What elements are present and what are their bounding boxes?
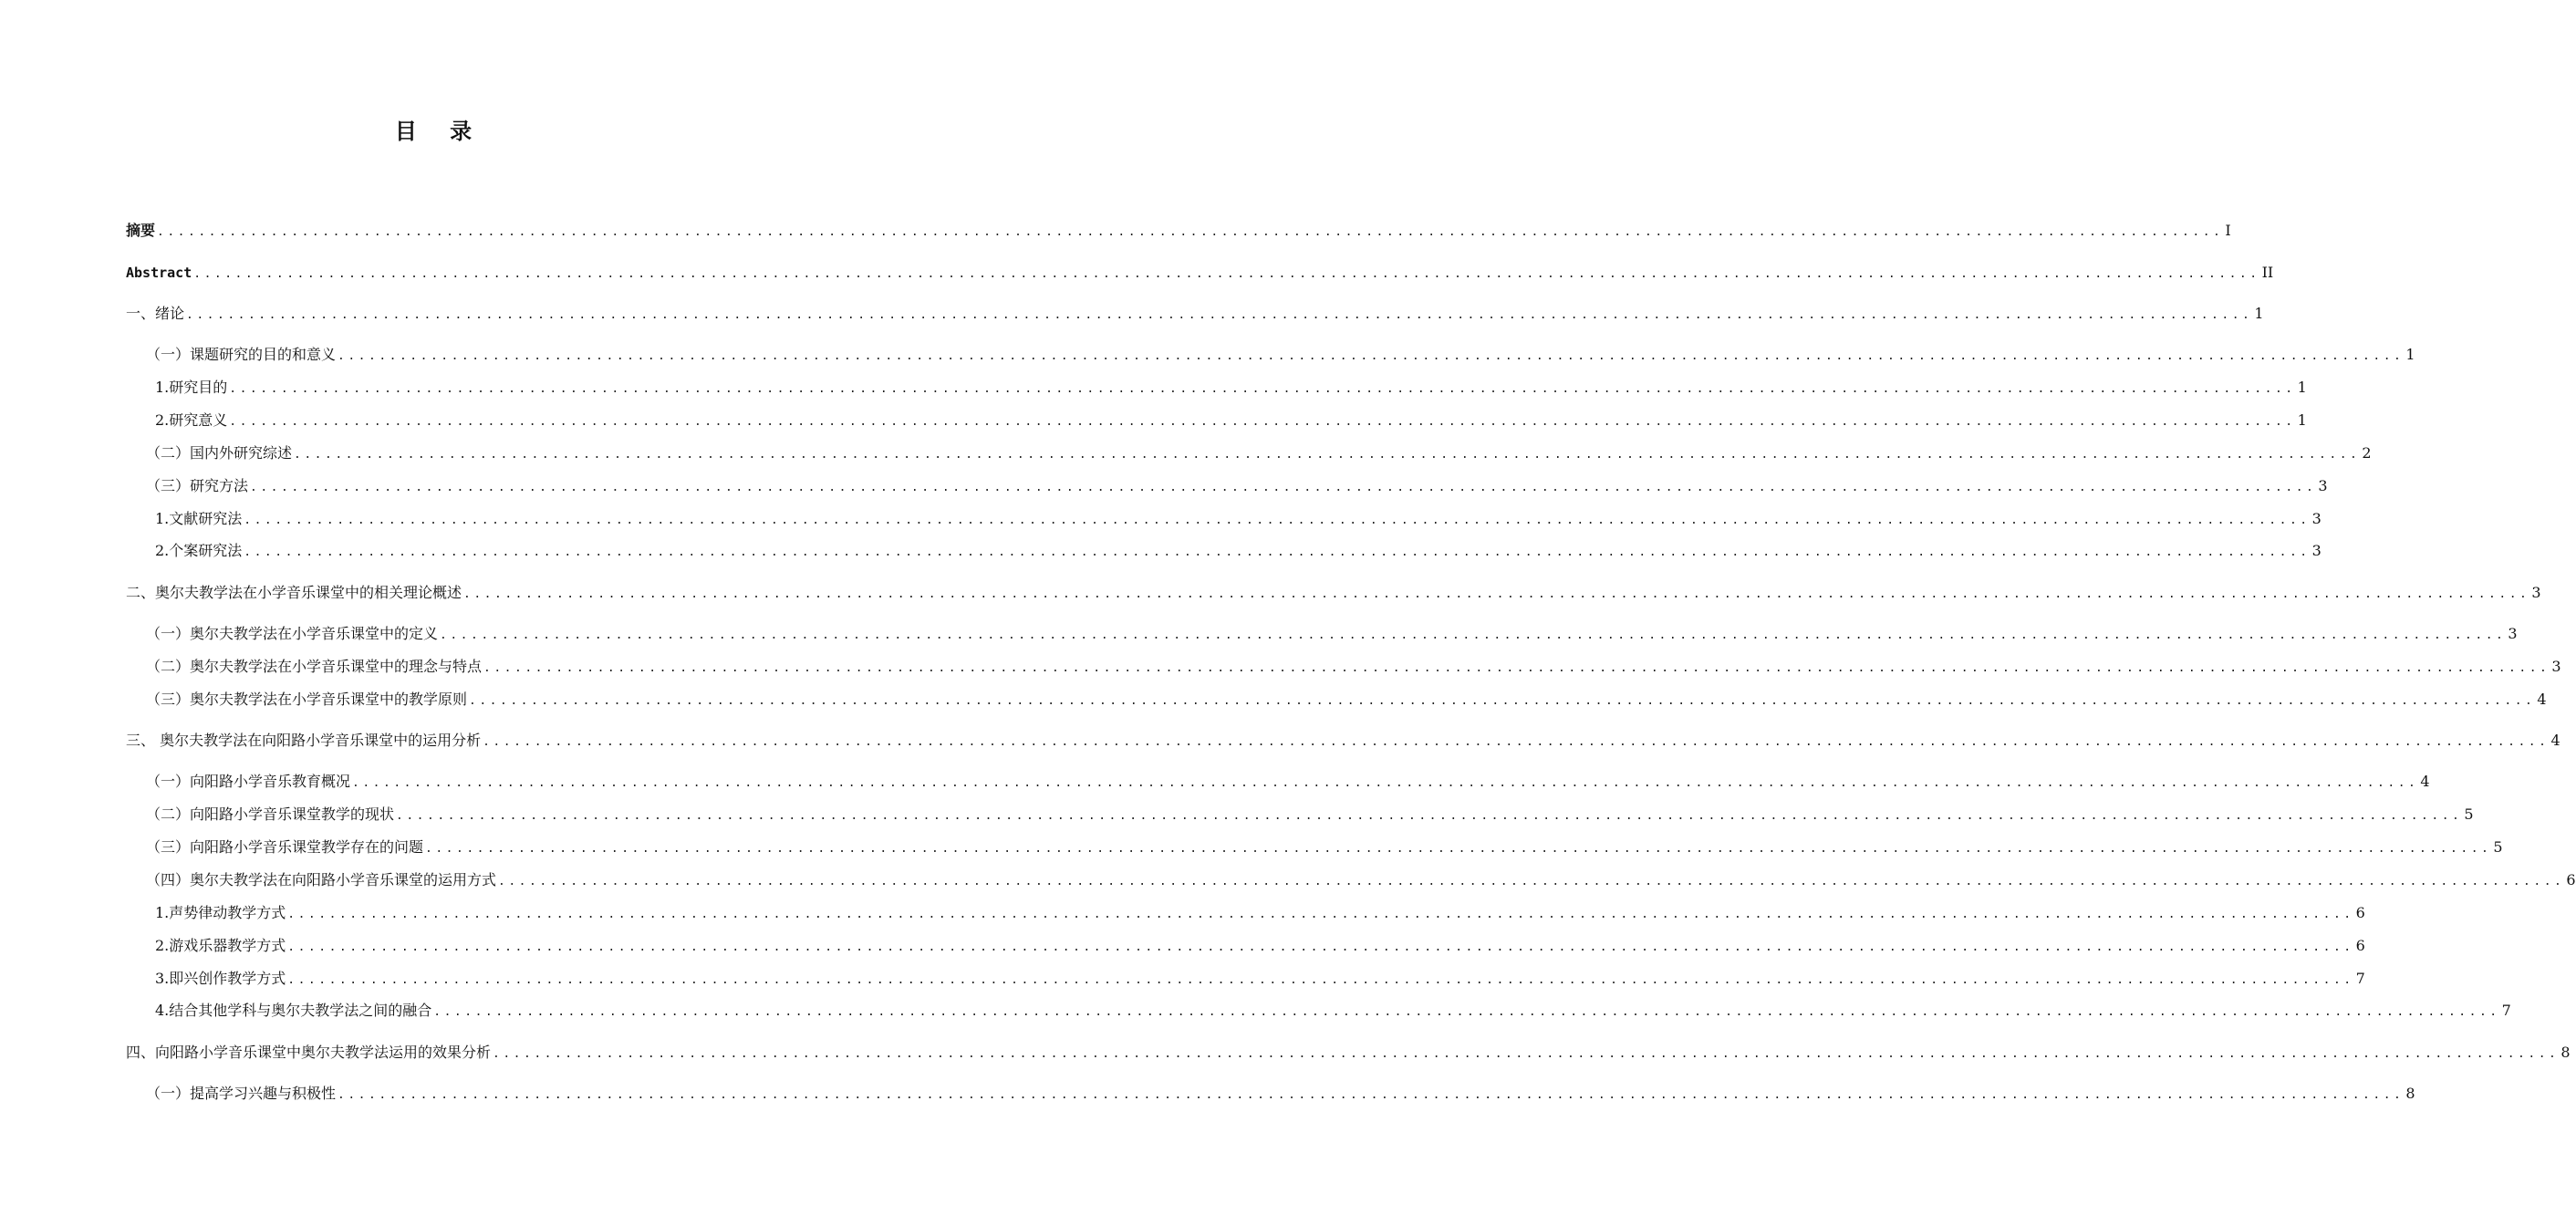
toc-entry-page: 1 [2405,346,2415,363]
toc-entry-page: 3 [2531,584,2541,601]
toc-entry-label: Abstract [126,265,192,281]
toc-entry-label: 4.结合其他学科与奥尔夫教学法之间的融合 [155,1002,432,1019]
toc-entry-section-3-1[interactable] [146,772,2430,794]
toc-entry-subsection-1-3-2[interactable] [155,541,2322,563]
toc-entry-page: I [2225,222,2231,239]
leader-dots: ........................................................................................................................................................................................................ [338,349,2405,363]
leader-dots: ........................................................................................................................................................................................................ [193,267,2260,281]
toc-entry-label: （二）奥尔夫教学法在小学音乐课堂中的理念与特点 [146,658,483,675]
toc-entry-page: 7 [2355,970,2365,987]
leader-dots: ........................................................................................................................................................................................................ [157,225,2224,239]
toc-entry-chapter-2[interactable] [126,583,2541,605]
leader-dots: ........................................................................................................................................................................................................ [498,875,2565,888]
toc-entry-page: 8 [2560,1044,2571,1061]
toc-entry-label: 3.即兴创作教学方式 [155,970,286,987]
toc-entry-subsection-1-1-2[interactable] [155,410,2307,432]
toc-entry-page: 3 [2318,477,2328,494]
leader-dots: ........................................................................................................................................................................................................ [186,308,2253,322]
toc-entry-page: 4 [2420,773,2430,790]
toc-entry-label: （三）研究方法 [146,477,249,494]
leader-dots: ........................................................................................................................................................................................................ [229,415,2296,429]
toc-entry-page: 6 [2355,904,2365,921]
toc-entry-page: 5 [2464,805,2474,823]
toc-entry-section-1-1[interactable] [146,345,2415,367]
toc-entry-section-3-2[interactable] [146,805,2474,826]
toc-entry-page: 5 [2493,838,2503,856]
toc-entry-abstract-en[interactable] [126,263,2274,285]
toc-entry-label: 1.声势律动教学方式 [155,904,286,921]
leader-dots: ........................................................................................................................................................................................................ [338,1088,2405,1102]
toc-entry-section-4-1[interactable] [146,1084,2415,1106]
toc-entry-section-1-2[interactable] [146,443,2372,465]
toc-entry-page: 4 [2537,691,2547,708]
leader-dots: ........................................................................................................................................................................................................ [493,1047,2560,1061]
toc-entry-section-1-3[interactable] [146,476,2328,498]
toc-entry-section-3-4[interactable] [146,870,2576,892]
toc-entry-page: 3 [2551,658,2561,675]
toc-entry-page: 7 [2501,1002,2511,1019]
toc-entry-label: （三）向阳路小学音乐课堂教学存在的问题 [146,838,424,856]
toc-entry-label: （三）奥尔夫教学法在小学音乐课堂中的教学原则 [146,691,468,708]
leader-dots: ........................................................................................................................................................................................................ [425,842,2492,856]
toc-entry-page: 2 [2362,444,2372,462]
toc-entry-subsection-3-4-2[interactable] [155,936,2365,958]
toc-entry-label: 二、奥尔夫教学法在小学音乐课堂中的相关理论概述 [126,584,462,601]
toc-entry-section-2-1[interactable] [146,624,2518,646]
leader-dots: ........................................................................................................................................................................................................ [463,587,2530,601]
toc-entry-section-3-3[interactable] [146,837,2503,859]
toc-entry-chapter-1[interactable] [126,304,2264,326]
toc-entry-label: 2.游戏乐器教学方式 [155,937,286,954]
toc-entry-subsection-1-1-1[interactable] [155,378,2307,400]
leader-dots: ........................................................................................................................................................................................................ [244,545,2311,559]
leader-dots: ........................................................................................................................................................................................................ [287,973,2354,987]
leader-dots: ........................................................................................................................................................................................................ [483,661,2550,675]
toc-entry-label: （一）提高学习兴趣与积极性 [146,1085,337,1102]
toc-entry-subsection-3-4-3[interactable] [155,969,2365,991]
toc-entry-page: 3 [2311,510,2322,527]
toc-entry-label: 一、绪论 [126,305,185,322]
toc-entry-label: 摘要 [126,222,156,239]
leader-dots: ........................................................................................................................................................................................................ [440,629,2507,642]
toc-entry-chapter-4[interactable] [126,1043,2571,1065]
toc-entry-page: 1 [2297,411,2307,429]
toc-entry-section-2-2[interactable] [146,657,2561,679]
toc-entry-label: （一）向阳路小学音乐教育概况 [146,773,351,790]
leader-dots: ........................................................................................................................................................................................................ [287,940,2354,954]
toc-entry-label: （一）奥尔夫教学法在小学音乐课堂中的定义 [146,625,439,642]
toc-entry-subsection-3-4-4[interactable] [155,1001,2511,1023]
toc-entry-label: 三、 奥尔夫教学法在向阳路小学音乐课堂中的运用分析 [126,732,482,749]
toc-entry-subsection-1-3-1[interactable] [155,509,2322,531]
toc-entry-section-2-3[interactable] [146,690,2547,712]
leader-dots: ........................................................................................................................................................................................................ [352,776,2419,790]
leader-dots: ........................................................................................................................................................................................................ [287,908,2354,921]
leader-dots: ........................................................................................................................................................................................................ [469,694,2536,708]
toc-entry-label: 1.研究目的 [155,379,228,396]
toc-entry-page: 3 [2508,625,2518,642]
leader-dots: ........................................................................................................................................................................................................ [396,809,2463,823]
toc-entry-label: 四、向阳路小学音乐课堂中奥尔夫教学法运用的效果分析 [126,1044,492,1061]
toc-entry-label: （二）国内外研究综述 [146,444,293,462]
toc-entry-page: 8 [2405,1085,2415,1102]
toc-entry-page: 4 [2550,732,2560,749]
toc-entry-page: 1 [2297,379,2307,396]
toc-entry-page: 6 [2355,937,2365,954]
toc-entry-chapter-3[interactable] [126,731,2560,753]
toc-entry-page: 3 [2311,542,2322,559]
leader-dots: ........................................................................................................................................................................................................ [229,382,2296,396]
toc-entry-label: 2.研究意义 [155,411,228,429]
leader-dots: ........................................................................................................................................................................................................ [294,448,2361,462]
toc-entry-label: （二）向阳路小学音乐课堂教学的现状 [146,805,395,823]
toc-entry-abstract-cn[interactable] [126,221,2231,243]
leader-dots: ........................................................................................................................................................................................................ [433,1005,2500,1019]
leader-dots: ........................................................................................................................................................................................................ [244,514,2311,527]
leader-dots: ........................................................................................................................................................................................................ [483,735,2550,749]
toc-entry-page: 1 [2254,305,2264,322]
page-title: 目 录 [394,119,485,144]
toc-entry-page: 6 [2566,871,2576,888]
toc-entry-subsection-3-4-1[interactable] [155,903,2365,925]
toc-entry-page: II [2261,264,2274,281]
toc-entry-label: 1.文献研究法 [155,510,243,527]
toc-entry-label: （一）课题研究的目的和意义 [146,346,337,363]
toc-entry-label: 2.个案研究法 [155,542,243,559]
toc-entry-label: （四）奥尔夫教学法在向阳路小学音乐课堂的运用方式 [146,871,497,888]
leader-dots: ........................................................................................................................................................................................................ [250,481,2317,494]
